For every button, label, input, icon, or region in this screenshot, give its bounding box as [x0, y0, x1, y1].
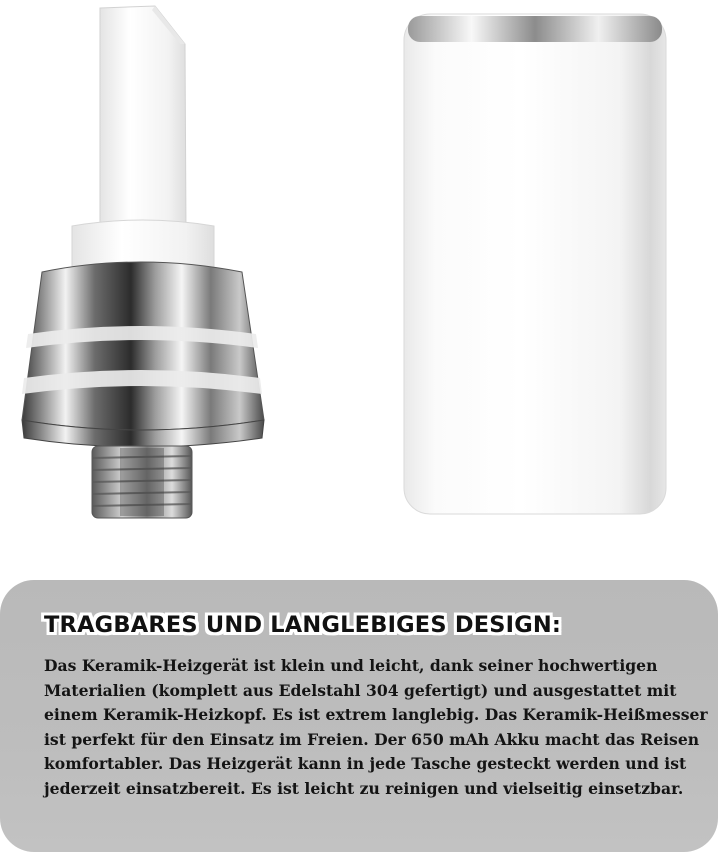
- panel-description: Das Keramik-Heizgerät ist klein und leicht, dank seiner hochwertigen Materialien (komplett aus Edelstahl 304 gefertigt) und ausgestattet mit einem Keramik-Heizkopf. Es ist extrem langlebig. Das Keramik-Heißmesser ist perfekt für den Einsatz im Freien. Der 650 mAh Akku macht das Reisen komfortabler. Das Heizgerät kann in jede Tasche gesteckt werden und ist jederzeit einsatzbereit. Es ist leicht zu reinigen und vielseitig einsetzbar.: [44, 656, 708, 798]
- metal-body: [22, 262, 264, 430]
- protective-cap: [404, 14, 666, 514]
- panel-title: TRAGBARES UND LANGLEBIGES DESIGN:: [44, 612, 562, 638]
- ceramic-heater-tip: [22, 6, 264, 518]
- cap-rim: [408, 16, 662, 42]
- ceramic-blade: [100, 6, 186, 232]
